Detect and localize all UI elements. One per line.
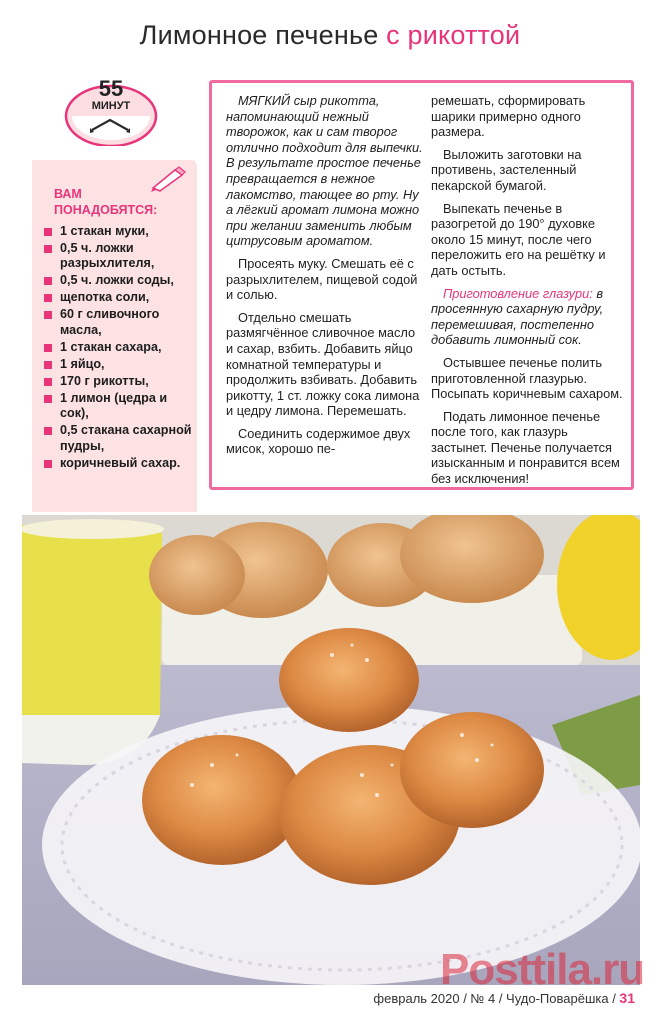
bullet-icon: [44, 228, 52, 236]
recipe-step: Просеять муку. Смешать её с разрыхлителем, пищевой содой и солью.: [226, 255, 418, 303]
time-unit: МИНУТ: [91, 100, 131, 112]
ingredient-item: щепотка соли,: [44, 290, 194, 305]
recipe-step: Остывшее печенье полить приготовленной глазурью. Посыпать коричневым сахаром.: [431, 354, 623, 402]
bullet-icon: [44, 294, 52, 302]
page-footer: [0, 990, 635, 1006]
title-main: Лимонное печенье: [139, 20, 379, 50]
cooking-time-badge: [62, 76, 160, 146]
ingredient-item: 0,5 стакана сахарной пудры,: [44, 423, 194, 454]
recipe-column-left: [226, 93, 424, 464]
watermark: Posttila.ru: [440, 945, 645, 994]
glaze-label: Приготовление глазури:: [443, 285, 593, 301]
bullet-icon: [44, 245, 52, 253]
ingredients-heading: [54, 186, 157, 218]
page-title: [0, 20, 660, 51]
ingredient-item: 0,5 ч. ложки соды,: [44, 273, 194, 288]
title-accent: с рикоттой: [386, 20, 521, 50]
glaze-text: в просеянную сахарную пудру, перемешивая, постепенно добавить лимонный сок.: [431, 285, 604, 348]
recipe-step: Выложить заготовки на противень, застеленный пекарской бумагой.: [431, 146, 582, 193]
ingredient-item: 1 стакан сахара,: [44, 340, 194, 355]
recipe-step: ремешать, сформировать шарики примерно одного размера.: [431, 93, 586, 140]
bullet-icon: [44, 277, 52, 285]
ingredient-item: 1 яйцо,: [44, 357, 194, 372]
ingredients-panel: [32, 160, 197, 512]
ingredient-item: коричневый сахар.: [44, 456, 194, 471]
cookies-illustration: [22, 515, 640, 985]
cookie: [142, 735, 302, 865]
page-number: 31: [619, 990, 635, 1006]
bullet-icon: [44, 311, 52, 319]
bullet-icon: [44, 460, 52, 468]
bullet-icon: [44, 344, 52, 352]
bullet-icon: [44, 361, 52, 369]
recipe-step: Соединить содержимое двух мисок, хорошо пе-: [226, 425, 411, 457]
cookies-photo: [22, 515, 640, 985]
bullet-icon: [44, 395, 52, 403]
ingredients-list: [44, 224, 194, 473]
cookie: [279, 628, 419, 732]
time-value: 55: [98, 76, 124, 101]
glaze-paragraph: [431, 286, 627, 348]
cookie: [400, 712, 544, 828]
recipe-step: Выпекать печенье в разогретой до 190° духовке около 15 минут, после чего переложить его на решётку и дать остыть.: [431, 200, 606, 278]
heading-line-2: ПОНАДОБЯТСЯ:: [54, 203, 158, 217]
ingredient-item: 1 лимон (цедра и сок),: [44, 391, 194, 422]
recipe-step: Подать лимонное печенье после того, как глазурь застынет. Печенье получается изысканным и понравится всем без исключения!: [431, 408, 620, 487]
ingredient-item: 1 стакан муки,: [44, 224, 194, 239]
heading-line-1: ВАМ: [54, 187, 82, 201]
ingredient-item: 60 г сливочного масла,: [44, 307, 194, 338]
recipe-column-right: [431, 93, 627, 494]
bullet-icon: [44, 378, 52, 386]
recipe-step: Отдельно смешать размягчённое сливочное масло и сахар, взбить. Добавить яйцо комнатной температуры и продолжить взбивать. Добавить рикотту, 1 ст. ложку сока лимона и цедру лимона. Перемешать.: [226, 309, 420, 419]
ingredient-item: 170 г рикотты,: [44, 374, 194, 389]
footer-text: февраль 2020 / № 4 / Чудо-Поварёшка /: [373, 991, 620, 1006]
bullet-icon: [44, 427, 52, 435]
ingredient-item: 0,5 ч. ложки разрыхлителя,: [44, 241, 194, 272]
recipe-text-box: [209, 80, 634, 490]
recipe-intro: МЯГКИЙ сыр рикотта, напоминающий нежный творожок, как и сам творог отлично подходит для выпечки. В результате простое печенье превращается в нежное лакомство, тающее во рту. Ну а лёгкий аромат лимона можно при желании заменить любым цитрусовым ароматом.: [226, 93, 423, 249]
